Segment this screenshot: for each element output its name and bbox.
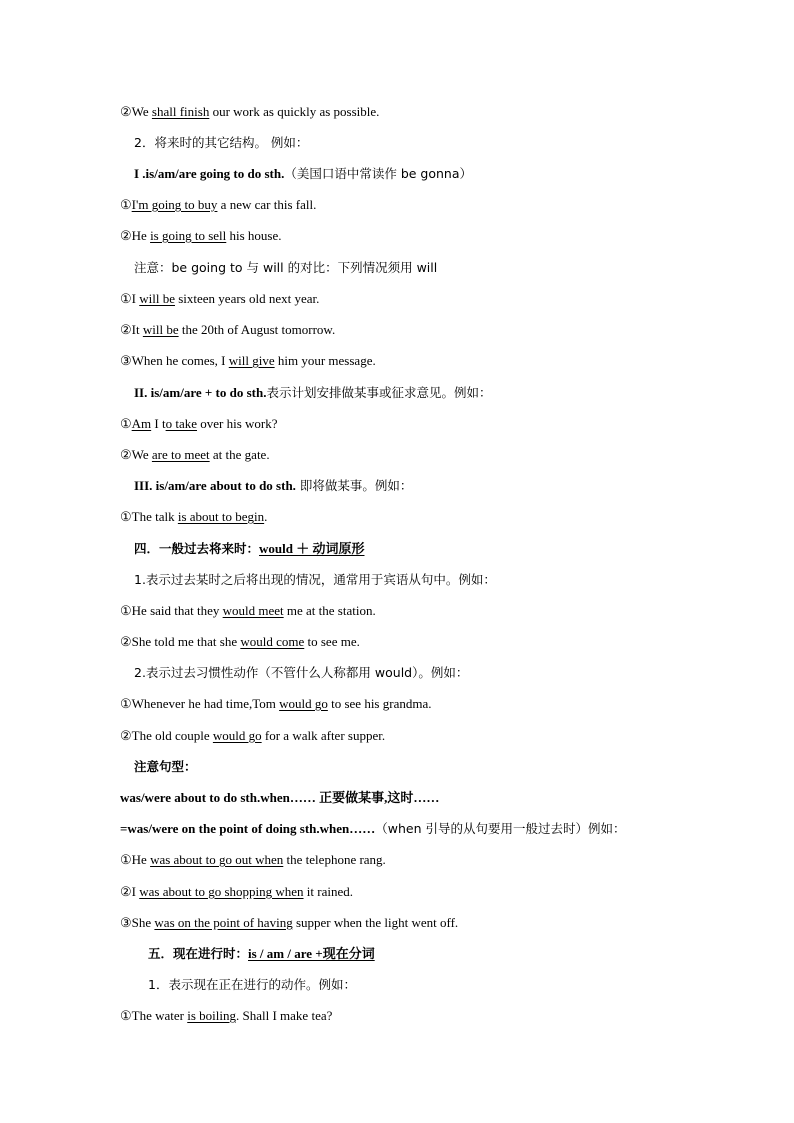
text-run: a new car this fall. — [217, 197, 317, 212]
example-line — [120, 508, 267, 526]
example-line — [120, 352, 376, 370]
section-title: 五．现在进行时： — [148, 946, 249, 961]
subheading — [134, 134, 308, 152]
example-line — [120, 883, 353, 901]
example-line — [120, 727, 385, 745]
text-run: his house. — [226, 228, 282, 243]
structure-formula: I .is/am/are going to do sth. — [134, 166, 285, 181]
underlined-phrase: would meet — [222, 603, 284, 618]
structure-heading — [134, 165, 472, 183]
underlined-phrase: Am — [131, 416, 152, 431]
text-run: ②He — [120, 228, 151, 243]
text-run: supper when the light went off. — [292, 915, 459, 930]
structure-heading — [134, 384, 492, 402]
example-line — [120, 914, 458, 932]
underlined-phrase: I'm going to buy — [131, 197, 218, 212]
text-run: 2．将来时的其它结构。 例如： — [134, 135, 309, 150]
structure-formula: II. is/am/are + to do sth. — [134, 385, 267, 400]
note-heading — [134, 758, 197, 776]
text-run: him your message. — [274, 353, 376, 368]
underlined-phrase: was about to go shopping when — [139, 884, 304, 899]
section-formula: would ＋ 动词原形 — [259, 541, 365, 556]
text-run: was/were about to do sth.when…… 正要做某事,这时…… — [120, 790, 440, 805]
section-heading — [134, 540, 364, 558]
text-run: ① — [120, 197, 132, 212]
underlined-phrase: is going to sell — [150, 228, 227, 243]
text-run: sixteen years old next year. — [174, 291, 320, 306]
text-run: ①He — [120, 852, 151, 867]
text-run: . — [264, 509, 268, 524]
text-run: 即将做某事。例如： — [295, 478, 413, 493]
text-run: our work as quickly as possible. — [209, 104, 380, 119]
text-run: 注意：be going to 与 will 的对比：下列情况须用 will — [134, 260, 438, 275]
pattern-line — [120, 789, 439, 807]
section-formula: is / am / are +现在分词 — [248, 946, 375, 961]
text-run: ①The talk — [120, 509, 178, 524]
section-title: 四．一般过去将来时： — [134, 541, 260, 556]
text-run: ① — [120, 416, 132, 431]
text-run: ②It — [120, 322, 143, 337]
example-line — [120, 196, 316, 214]
text-run: it rained. — [303, 884, 353, 899]
underlined-phrase: are to meet — [151, 447, 210, 462]
text-run: 表示计划安排做某事或征求意见。例如： — [266, 385, 492, 400]
text-run: ①I — [120, 291, 140, 306]
text-run: ②We — [120, 447, 152, 462]
text-run: （when 引导的从句要用一般过去时）例如： — [375, 821, 626, 836]
text-run: ③When he comes, I — [120, 353, 229, 368]
underlined-phrase: will be — [142, 322, 179, 337]
text-run: ②We — [120, 104, 152, 119]
text-run: 2.表示过去习惯性动作（不管什么人称都用 would）。例如： — [134, 665, 469, 680]
text-run: ②I — [120, 884, 140, 899]
text-run: the 20th of August tomorrow. — [178, 322, 336, 337]
text-run: ③She — [120, 915, 155, 930]
underlined-phrase: shall finish — [151, 104, 210, 119]
text-run: ②She told me that she — [120, 634, 241, 649]
underlined-phrase: is about to begin — [177, 509, 265, 524]
text-run: 1.表示过去某时之后将出现的情况，通常用于宾语从句中。例如： — [134, 572, 496, 587]
rule-line — [134, 664, 468, 682]
example-line — [120, 103, 379, 121]
text-run: ①He said that they — [120, 603, 223, 618]
underlined-phrase: is boiling — [187, 1008, 236, 1023]
example-line — [120, 851, 386, 869]
example-line — [120, 695, 431, 713]
example-line — [120, 602, 376, 620]
underlined-phrase: o take — [165, 416, 198, 431]
text-run: 1．表示现在正在进行的动作。例如： — [148, 977, 356, 992]
example-line — [120, 446, 270, 464]
text-run: ②The old couple — [120, 728, 213, 743]
example-line — [120, 633, 360, 651]
structure-formula: III. is/am/are about to do sth. — [134, 478, 296, 493]
underlined-phrase: will give — [228, 353, 275, 368]
underlined-phrase: would come — [240, 634, 305, 649]
text-run: ①The water — [120, 1008, 188, 1023]
text-run: 注意句型： — [134, 759, 197, 774]
text-run: to see his grandma. — [327, 696, 432, 711]
section-heading — [148, 945, 375, 963]
underlined-phrase: was about to go out when — [150, 852, 284, 867]
pattern-formula: =was/were on the point of doing sth.when…… — [120, 821, 376, 836]
note-line — [134, 259, 437, 277]
underlined-phrase: would go — [212, 728, 262, 743]
underlined-phrase: was on the point of having — [154, 915, 293, 930]
example-line — [120, 227, 282, 245]
text-run: to see me. — [304, 634, 360, 649]
text-run: I t — [151, 416, 166, 431]
pattern-line — [120, 820, 626, 838]
text-run: （美国口语中常读作 be gonna） — [284, 166, 473, 181]
example-line — [120, 415, 278, 433]
example-line — [120, 1007, 332, 1025]
text-run: . Shall I make tea? — [236, 1008, 333, 1023]
rule-line — [148, 976, 356, 994]
text-run: me at the station. — [283, 603, 376, 618]
example-line — [120, 290, 319, 308]
example-line — [120, 321, 335, 339]
text-run: at the gate. — [209, 447, 270, 462]
rule-line — [134, 571, 496, 589]
text-run: over his work? — [197, 416, 278, 431]
structure-heading — [134, 477, 412, 495]
underlined-phrase: would go — [279, 696, 328, 711]
underlined-phrase: will be — [139, 291, 175, 306]
text-run: for a walk after supper. — [261, 728, 386, 743]
text-run: ①Whenever he had time,Tom — [120, 696, 280, 711]
text-run: the telephone rang. — [283, 852, 386, 867]
